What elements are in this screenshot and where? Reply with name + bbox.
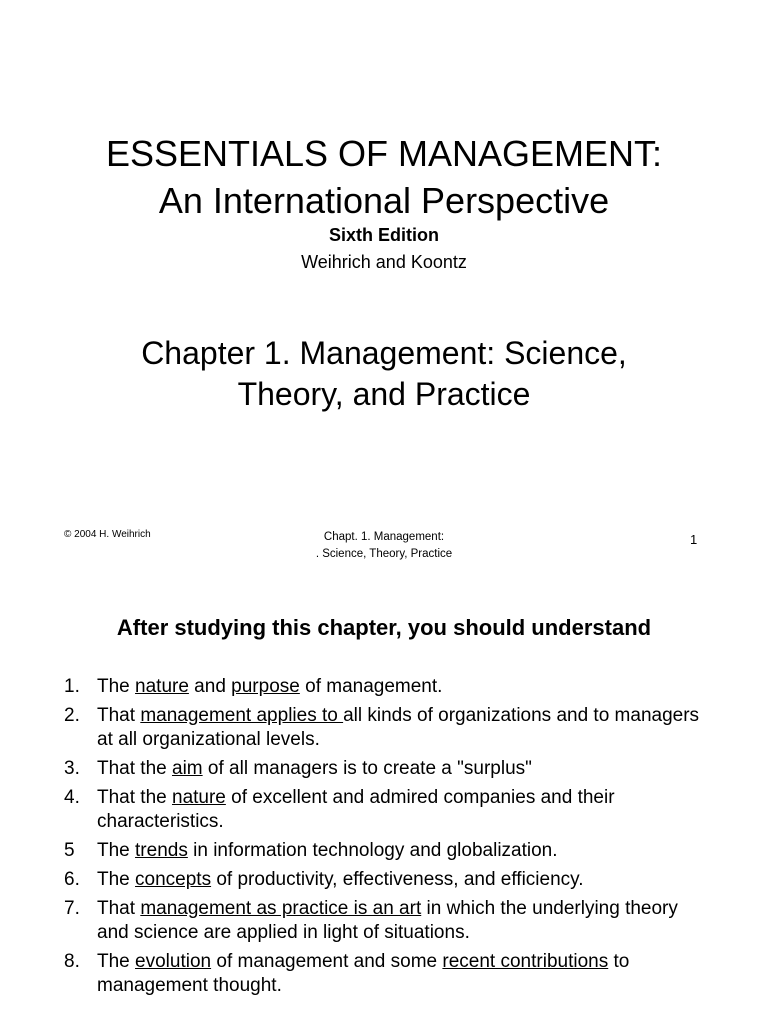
objective-text-segment: of management and some xyxy=(211,951,443,972)
copyright-notice: © 2004 H. Weihrich xyxy=(64,529,151,540)
slide-footer-caption xyxy=(284,529,484,563)
objective-text-segment: in information technology and globalization. xyxy=(187,840,558,861)
objective-text-segment: of all managers is to create a "surplus" xyxy=(202,758,532,779)
objective-text xyxy=(97,676,442,697)
objective-number: 2. xyxy=(64,705,80,726)
objective-text-segment: of management. xyxy=(299,676,443,697)
underlined-term: aim xyxy=(172,758,203,779)
objective-text-segment: That xyxy=(97,705,141,726)
objective-text xyxy=(97,951,629,996)
objective-text-segment: and xyxy=(188,676,232,697)
edition-label: Sixth Edition xyxy=(329,225,439,245)
page-number: 1 xyxy=(690,532,698,547)
objective-text-segment: That the xyxy=(97,758,172,779)
objective-text xyxy=(97,705,699,750)
objective-item xyxy=(64,675,714,699)
objective-item xyxy=(64,897,714,945)
underlined-term: management as practice is an art xyxy=(140,898,422,919)
objective-text xyxy=(97,787,615,832)
objective-text-segment: The xyxy=(97,869,136,890)
objective-text xyxy=(97,758,532,779)
objective-item xyxy=(64,950,714,998)
objective-number: 7. xyxy=(64,898,80,919)
objective-text-segment: of productivity, effectiveness, and efficiency. xyxy=(211,869,584,890)
underlined-term: nature xyxy=(135,676,189,697)
objective-item xyxy=(64,868,714,892)
footer-caption-line-2: . Science, Theory, Practice xyxy=(315,548,453,560)
underlined-term: nature xyxy=(172,787,226,808)
underlined-term: purpose xyxy=(231,676,300,697)
objective-number: 6. xyxy=(64,869,80,890)
underlined-term: trends xyxy=(135,840,188,861)
footer-caption-line-1: Chapt. 1. Management: xyxy=(323,531,445,543)
objective-text-segment: The xyxy=(97,676,136,697)
objective-item xyxy=(64,786,714,834)
objective-text-segment: That xyxy=(97,898,141,919)
objective-text-segment: That the xyxy=(97,787,172,808)
book-title-line-1: ESSENTIALS OF MANAGEMENT: xyxy=(105,133,663,174)
objective-number: 4. xyxy=(64,787,80,808)
objective-text-segment: of excellent and admired companies and their characteristics. xyxy=(97,787,615,832)
objective-item xyxy=(64,704,714,752)
objective-text-segment: in which the underlying theory and science are applied in light of situations. xyxy=(97,898,678,943)
underlined-term: evolution xyxy=(135,951,212,972)
objective-number: 5 xyxy=(64,840,75,861)
objective-text xyxy=(97,898,678,943)
objective-number: 3. xyxy=(64,758,80,779)
chapter-title-line-1: Chapter 1. Management: Science, xyxy=(141,335,627,371)
objective-text-segment: all kinds of organizations and to managers at all organizational levels. xyxy=(97,705,700,750)
objective-number: 8. xyxy=(64,951,80,972)
objectives-list xyxy=(64,675,714,1003)
objective-text xyxy=(97,840,558,861)
objective-number: 1. xyxy=(64,676,80,697)
authors: Weihrich and Koontz xyxy=(301,252,467,272)
objective-item xyxy=(64,757,714,781)
objective-item xyxy=(64,839,714,863)
objective-text-segment: The xyxy=(97,951,136,972)
underlined-term: concepts xyxy=(135,869,212,890)
objective-text-segment: The xyxy=(97,840,136,861)
objectives-heading: After studying this chapter, you should understand xyxy=(116,615,652,640)
chapter-title-line-2: Theory, and Practice xyxy=(237,376,531,412)
book-title-line-2: An International Perspective xyxy=(158,180,610,221)
objective-text-segment: to management thought. xyxy=(97,951,630,996)
objective-text xyxy=(97,869,584,890)
underlined-term: recent contributions xyxy=(442,951,609,972)
underlined-term: management applies to xyxy=(140,705,344,726)
